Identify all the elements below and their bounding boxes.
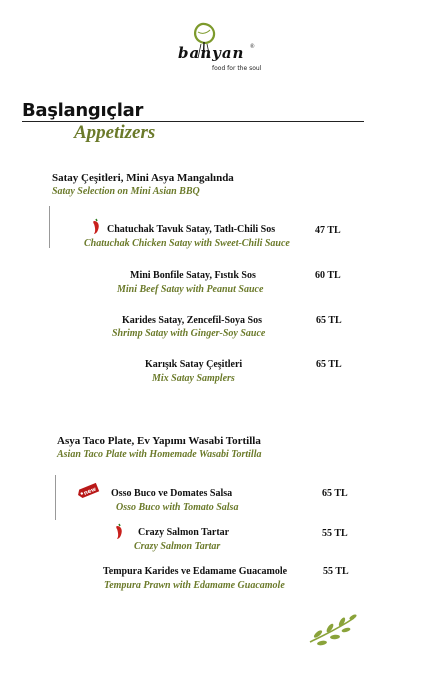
brand-tagline: food for the soul: [212, 65, 262, 72]
svg-text:new: new: [83, 486, 98, 497]
item-1-4-name-en: Mix Satay Samplers: [152, 373, 235, 384]
group-2-divider: [55, 475, 56, 520]
item-2-2-name-en: Crazy Salmon Tartar: [134, 541, 221, 552]
group-2-title-en: Asian Taco Plate with Homemade Wasabi Tortilla: [57, 449, 262, 460]
chili-pepper-icon: [91, 218, 101, 240]
group-1-title-tr: Satay Çeşitleri, Mini Asya Mangalında: [52, 172, 234, 184]
new-tag-icon: [76, 481, 102, 504]
item-1-3-name-tr: Karides Satay, Zencefil-Soya Sos: [122, 315, 263, 326]
item-2-3-name-tr: Tempura Karides ve Edamame Guacamole: [103, 566, 288, 577]
group-2-title-tr: Asya Taco Plate, Ev Yapımı Wasabi Tortilla: [57, 435, 261, 447]
brand-logo: [168, 14, 268, 76]
item-2-1-name-tr: Osso Buco ve Domates Salsa: [111, 488, 233, 499]
item-1-2-name-tr: Mini Bonfile Satay, Fıstık Sos: [130, 270, 256, 281]
item-1-2-name-en: Mini Beef Satay with Peanut Sauce: [117, 284, 264, 295]
section-title-tr: Başlangıçlar: [22, 100, 144, 121]
item-2-1-name-en: Osso Buco with Tomato Salsa: [116, 502, 239, 513]
olive-branch-icon: [306, 612, 358, 655]
item-1-1-name-tr: Chatuchak Tavuk Satay, Tatlı-Chili Sos: [107, 224, 276, 235]
item-2-2-name-tr: Crazy Salmon Tartar: [138, 527, 230, 538]
item-2-3-name-en: Tempura Prawn with Edamame Guacamole: [104, 580, 285, 591]
item-1-3-price: 65 TL: [316, 315, 342, 326]
chili-pepper-icon: [114, 523, 124, 545]
group-1-divider: [49, 206, 50, 248]
brand-name: banyan: [178, 44, 245, 62]
item-2-3-price: 55 TL: [323, 566, 349, 577]
item-1-4-price: 65 TL: [316, 359, 342, 370]
item-2-2-price: 55 TL: [322, 528, 348, 539]
item-1-2-price: 60 TL: [315, 270, 341, 281]
item-1-3-name-en: Shrimp Satay with Ginger-Soy Sauce: [112, 328, 266, 339]
item-2-1-price: 65 TL: [322, 488, 348, 499]
group-1-title-en: Satay Selection on Mini Asian BBQ: [52, 186, 200, 197]
brand-registered-mark: ®: [250, 44, 255, 50]
item-1-1-name-en: Chatuchak Chicken Satay with Sweet-Chili Sauce: [84, 238, 290, 249]
item-1-1-price: 47 TL: [315, 225, 341, 236]
section-title-en: Appetizers: [74, 122, 156, 143]
item-1-4-name-tr: Karışık Satay Çeşitleri: [145, 359, 243, 370]
